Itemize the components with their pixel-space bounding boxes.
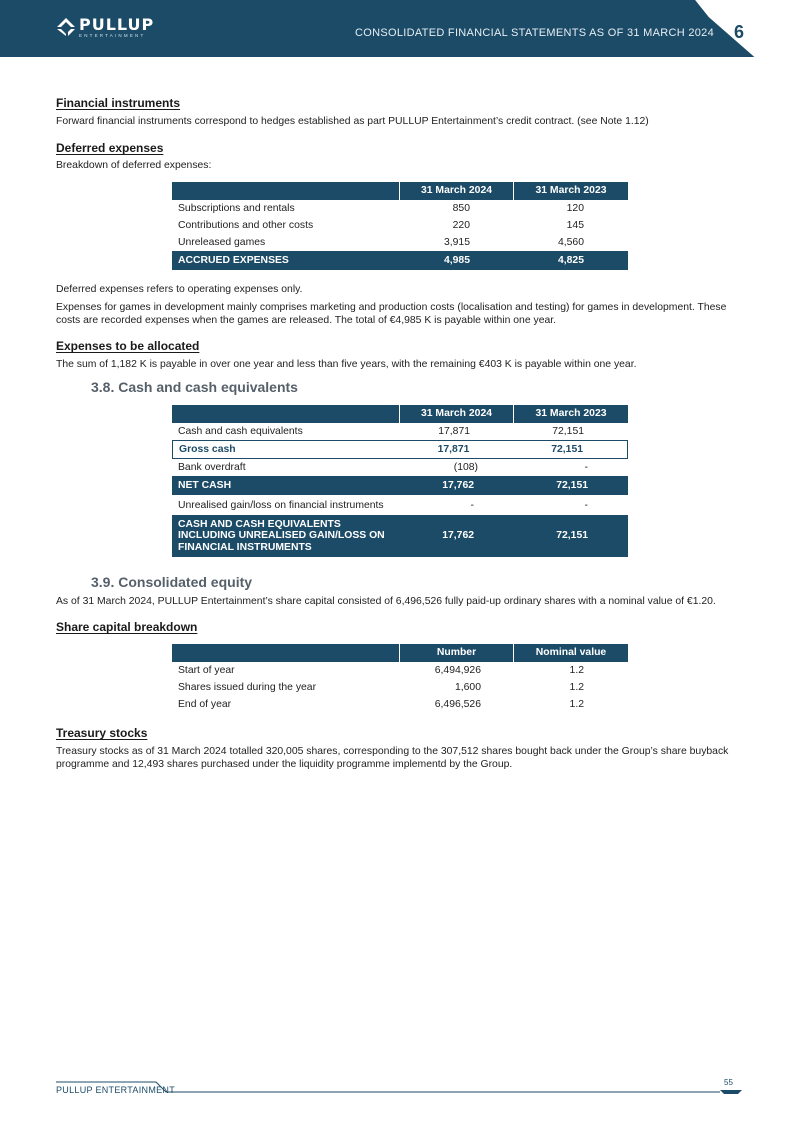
cell-value: 72,151 [552,426,584,437]
cell-value: 145 [566,220,584,231]
cash-section-heading: 3.8. Cash and cash equivalents [91,379,298,395]
logo-mark-icon [56,17,76,37]
table-row [172,217,628,234]
cell-value: 4,985 [443,255,470,266]
cell-value: 1.2 [569,699,584,710]
row-label: NET CASH [178,480,232,491]
table-row-highlighted [172,440,628,459]
cash-table [172,405,628,557]
cell-value: 1,600 [454,682,481,693]
cell-value: 72,151 [551,444,583,455]
share-capital-table [172,644,628,713]
cell-value: - [584,499,588,511]
cell-value: 4,825 [557,255,584,266]
page-number: 55 [724,1078,733,1087]
equity-text: As of 31 March 2024, PULLUP Entertainment’s share capital consisted of 6,496,526 fully paid-up ordinary shares with a nominal value of €1.20. [56,596,716,607]
cell-value: 4,560 [557,237,584,248]
row-label: Start of year [178,665,235,676]
cell-value: 72,151 [556,480,588,491]
treasury-stocks-heading: Treasury stocks [56,726,148,740]
cell-value: 17,762 [442,530,474,542]
cell-value: 3,915 [443,237,470,248]
table-row [172,679,628,696]
column-header: 31 March 2023 [514,405,628,423]
deferred-expenses-intro: Breakdown of deferred expenses: [56,160,212,171]
logo-name: PULLUP [79,15,155,34]
deferred-expenses-note-1: Deferred expenses refers to operating expenses only. [56,284,303,295]
table-header-row [172,182,628,200]
column-header: 31 March 2023 [514,182,628,200]
column-header: 31 March 2024 [400,405,514,423]
footer-company-name: PULLUP ENTERTAINMENT [56,1085,176,1095]
deferred-expenses-heading: Deferred expenses [56,141,164,155]
row-label: Shares issued during the year [178,682,317,693]
cell-value: 220 [452,220,470,231]
cell-value: (108) [453,462,478,473]
table-header-row [172,644,628,662]
cell-value: - [584,462,588,473]
row-label: Unreleased games [178,237,266,248]
table-row [172,459,628,476]
share-capital-heading: Share capital breakdown [56,620,198,634]
row-label: Cash and cash equivalents [178,426,303,437]
cell-value: - [470,499,474,511]
chapter-number: 6 [734,22,745,42]
cell-value: 6,494,926 [434,665,481,676]
table-total-row [172,476,628,495]
table-header-row [172,405,628,423]
financial-instruments-text: Forward financial instruments correspond to hedges established as part PULLUP Entertainment’s credit contract. (see Note 1.12) [56,116,649,127]
table-row [172,423,628,440]
cell-value: 17,871 [437,444,470,455]
row-label: End of year [178,699,232,710]
table-row [172,662,628,679]
cell-value: 17,871 [438,426,470,437]
row-label: Contributions and other costs [178,220,314,231]
row-label: Subscriptions and rentals [178,203,295,214]
document-title: CONSOLIDATED FINANCIAL STATEMENTS AS OF 31 MARCH 2024 [355,27,715,39]
column-header: Nominal value [514,644,628,662]
table-row [172,696,628,713]
treasury-stocks-text: Treasury stocks as of 31 March 2024 totalled 320,005 shares, corresponding to the 307,512 shares bought back under the Group’s share buyback programme and 12,493 shares purchased under the liquidity programme implementd by the Group. [56,746,729,770]
equity-section-heading: 3.9. Consolidated equity [91,574,253,590]
cell-value: 120 [566,203,584,214]
cell-value: 850 [452,203,470,214]
row-label: Gross cash [179,444,236,455]
cell-value: 1.2 [569,682,584,693]
deferred-expenses-note-2: Expenses for games in development mainly comprises marketing and production costs (localisation and testing) for games in development. These costs are recorded expenses when the games are released. The total of €4,985 K is payable within one year. [56,302,727,326]
cell-value: 72,151 [556,530,588,542]
table-total-row [172,251,628,270]
table-row [172,234,628,251]
table-total-row [172,515,628,557]
financial-instruments-heading: Financial instruments [56,96,181,110]
cell-value: 1.2 [569,665,584,676]
cell-value: 17,762 [442,480,474,491]
deferred-expenses-table [172,182,628,270]
expenses-allocated-heading: Expenses to be allocated [56,339,200,353]
logo-subtitle: ENTERTAINMENT [79,33,146,38]
cell-value: 6,496,526 [434,699,481,710]
row-label: Unrealised gain/loss on financial instruments [178,499,384,511]
column-header: 31 March 2024 [400,182,514,200]
row-label: ACCRUED EXPENSES [178,255,289,266]
row-label: CASH AND CASH EQUIVALENTS INCLUDING UNREALISED GAIN/LOSS ON FINANCIAL INSTRUMENTS [178,518,385,553]
expenses-allocated-text: The sum of 1,182 K is payable in over one year and less than five years, with the remaining €403 K is payable within one year. [56,359,637,370]
table-row [172,200,628,217]
company-logo [56,17,154,38]
row-label: Bank overdraft [178,462,246,473]
column-header: Number [400,644,514,662]
table-row [172,495,628,515]
